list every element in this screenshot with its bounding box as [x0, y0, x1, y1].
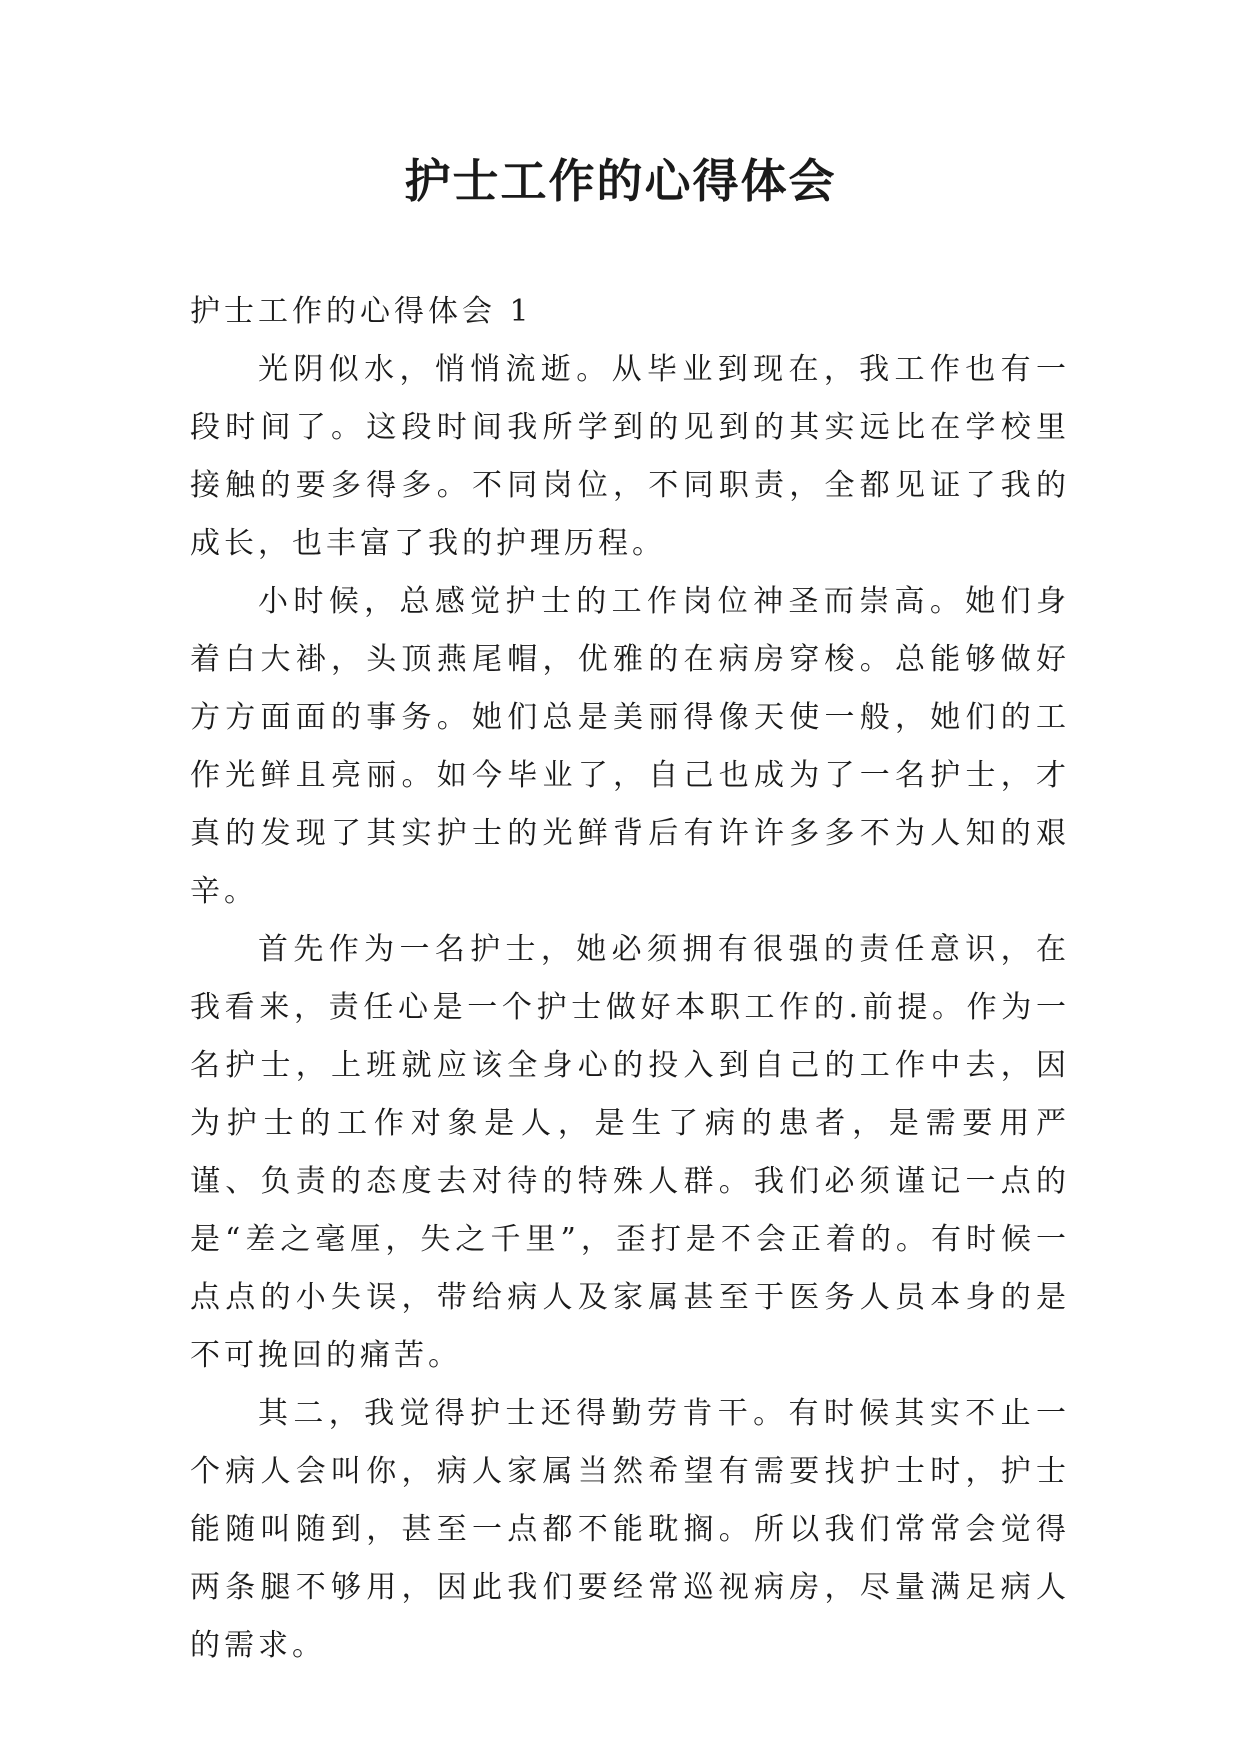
paragraph-3: 首先作为一名护士，她必须拥有很强的责任意识，在我看来，责任心是一个护士做好本职工作的.前提。作为一名护士，上班就应该全身心的投入到自己的工作中去，因为护士的工作对象是人，是生了病的患者，是需要用严谨、负责的态度去对待的特殊人群。我们必须谨记一点的是“差之毫厘，失之千里”，歪打是不会正着的。有时候一点点的小失误，带给病人及家属甚至于医务人员本身的是不可挽回的痛苦。: [190, 932, 1070, 1373]
paragraph-4: 其二，我觉得护士还得勤劳肯干。有时候其实不止一个病人会叫你，病人家属当然希望有需要找护士时，护士能随叫随到，甚至一点都不能耽搁。所以我们常常会觉得两条腿不够用，因此我们要经常巡视病房，尽量满足病人的需求。: [190, 1396, 1070, 1663]
section-heading: 护士工作的心得体会 1: [190, 294, 533, 329]
document-title: 护士工作的心得体会: [404, 154, 837, 208]
paragraph-1: 光阴似水，悄悄流逝。从毕业到现在，我工作也有一段时间了。这段时间我所学到的见到的其实远比在学校里接触的要多得多。不同岗位，不同职责，全都见证了我的成长，也丰富了我的护理历程。: [190, 352, 1070, 561]
paragraph-2: 小时候，总感觉护士的工作岗位神圣而崇高。她们身着白大褂，头顶燕尾帽，优雅的在病房穿梭。总能够做好方方面面的事务。她们总是美丽得像天使一般，她们的工作光鲜且亮丽。如今毕业了，自己也成为了一名护士，才真的发现了其实护士的光鲜背后有许许多多不为人知的艰辛。: [190, 584, 1070, 909]
document-body: [190, 283, 1070, 1675]
